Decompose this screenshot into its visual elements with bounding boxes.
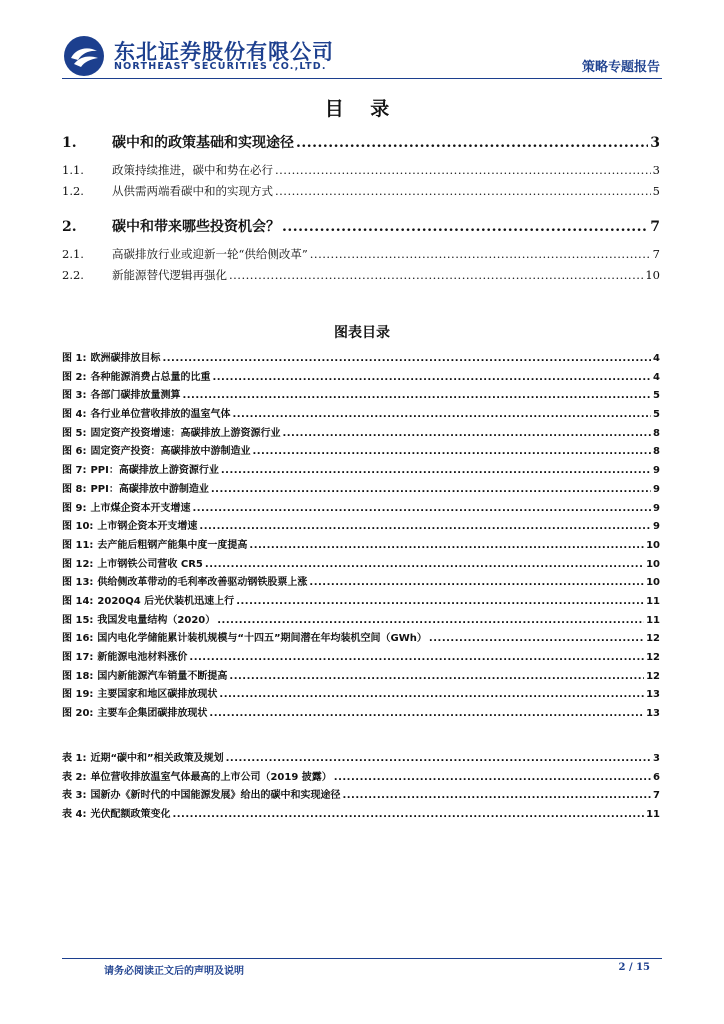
figure-label: 各部门碳排放量测算 (90, 390, 181, 402)
table-page: 11 (646, 809, 660, 821)
report-type-label: 策略专题报告 (581, 60, 660, 75)
dot-leader (429, 630, 644, 649)
figure-page: 12 (646, 670, 660, 682)
page-indicator: 2 / 15 (618, 962, 650, 973)
dot-leader (296, 126, 648, 160)
figure-number: 图 3: (62, 390, 87, 402)
toc-entry-page: 7 (652, 247, 660, 261)
toc-entry-number: 2.1. (62, 247, 84, 261)
figure-page: 9 (653, 483, 660, 495)
figure-entry[interactable] (62, 630, 660, 649)
table-entry[interactable] (62, 750, 660, 769)
toc-entry-label: 政策持续推进，碳中和势在必行 (112, 163, 273, 177)
dot-leader (182, 387, 651, 406)
figure-number: 图 13: (62, 577, 94, 589)
figure-number: 图 14: (62, 595, 94, 607)
figure-page: 13 (646, 708, 660, 720)
figure-number: 图 17: (62, 652, 94, 663)
figure-entry[interactable] (62, 462, 660, 481)
figure-label: 去产能后粗钢产能集中度一度提高 (97, 539, 248, 551)
figure-entry[interactable] (62, 593, 660, 612)
figures-list (62, 350, 660, 724)
figure-label: PPI：高碳排放上游资源行业 (90, 465, 219, 477)
figure-entry[interactable] (62, 443, 660, 462)
figure-page: 5 (653, 409, 660, 421)
figure-entry[interactable] (62, 705, 660, 724)
dot-leader (282, 425, 651, 444)
toc-entry-page: 3 (650, 135, 660, 151)
toc-entry-page: 3 (652, 163, 660, 177)
figure-page: 4 (653, 353, 660, 364)
figure-label: 2020Q4 后光伏装机迅速上行 (97, 595, 235, 607)
tables-list (62, 750, 660, 825)
figure-label: PPI：高碳排放中游制造业 (90, 483, 209, 495)
figure-page: 12 (646, 652, 660, 663)
table-number: 表 3: (62, 790, 87, 802)
figure-number: 图 11: (62, 539, 94, 551)
figure-entry[interactable] (62, 612, 660, 631)
dot-leader (342, 787, 651, 806)
table-page: 6 (653, 771, 660, 783)
figure-entry[interactable] (62, 500, 660, 519)
company-name-cn: 东北证券股份有限公司 (114, 40, 334, 64)
figure-entry[interactable] (62, 537, 660, 556)
table-entry[interactable] (62, 769, 660, 788)
figures-toc-title: 图表目录 (334, 325, 390, 341)
toc-entry-label: 高碳排放行业或迎新一轮“供给侧改革” (112, 247, 308, 261)
dot-leader (212, 369, 651, 388)
figure-label: 上市煤企资本开支增速 (90, 502, 191, 514)
toc-entry[interactable] (62, 244, 660, 265)
table-number: 表 2: (62, 771, 87, 783)
figure-page: 4 (653, 371, 660, 383)
figure-page: 10 (646, 539, 660, 551)
figure-entry[interactable] (62, 686, 660, 705)
dot-leader (192, 500, 651, 519)
figure-number: 图 6: (62, 446, 87, 458)
figure-number: 图 8: (62, 483, 87, 495)
toc-entry-page: 10 (645, 268, 660, 282)
dot-leader (275, 160, 651, 181)
toc-entry-label: 碳中和的政策基础和实现途径 (112, 135, 294, 151)
figure-number: 图 7: (62, 465, 87, 477)
table-number: 表 1: (62, 753, 87, 764)
dot-leader (252, 443, 651, 462)
dot-leader (199, 518, 651, 537)
table-label: 国新办《新时代的中国能源发展》给出的碳中和实现途径 (90, 790, 341, 802)
toc-entry-page: 7 (650, 219, 660, 235)
figure-entry[interactable] (62, 556, 660, 575)
figure-number: 图 5: (62, 427, 87, 439)
toc-entry-number: 1. (62, 135, 77, 151)
header-divider (62, 78, 662, 79)
toc-entry-number: 2. (62, 219, 77, 235)
dot-leader (229, 265, 643, 286)
figure-number: 图 15: (62, 614, 94, 626)
figure-page: 5 (653, 390, 660, 402)
toc-list (62, 126, 660, 286)
figure-page: 13 (646, 689, 660, 701)
table-page: 7 (653, 790, 660, 802)
table-label: 近期“碳中和”相关政策及规划 (90, 753, 224, 764)
dot-leader (189, 649, 644, 668)
figure-label: 上市钢铁公司营收 CR5 (97, 558, 203, 570)
dot-leader (219, 686, 644, 705)
dot-leader (275, 181, 651, 202)
figure-page: 8 (653, 446, 660, 458)
figure-entry[interactable] (62, 649, 660, 668)
dot-leader (205, 556, 644, 575)
toc-entry[interactable] (62, 181, 660, 202)
dot-leader (236, 593, 644, 612)
company-name-en: NORTHEAST SECURITIES CO.,LTD. (114, 61, 327, 72)
toc-entry[interactable] (62, 265, 660, 286)
table-page: 3 (653, 753, 660, 764)
figure-number: 图 20: (62, 708, 94, 720)
figure-entry[interactable] (62, 350, 660, 369)
figure-label: 主要车企集团碳排放现状 (97, 708, 208, 720)
dot-leader (209, 705, 644, 724)
table-label: 单位营收排放温室气体最高的上市公司（2019 披露） (90, 771, 332, 783)
figure-label: 欧洲碳排放目标 (90, 353, 161, 364)
figure-entry[interactable] (62, 369, 660, 388)
dot-leader (217, 612, 644, 631)
toc-entry-number: 2.2. (62, 268, 84, 282)
figure-page: 9 (653, 465, 660, 477)
figure-entry[interactable] (62, 518, 660, 537)
toc-entry-label: 新能源替代逻辑再强化 (112, 268, 227, 282)
dot-leader (162, 350, 651, 369)
figure-page: 11 (646, 595, 660, 607)
figure-number: 图 16: (62, 633, 94, 645)
figure-number: 图 4: (62, 409, 87, 421)
figure-label: 上市钢企资本开支增速 (97, 521, 198, 533)
toc-entry-number: 1.1. (62, 163, 84, 177)
disclaimer-note: 请务必阅读正文后的声明及说明 (104, 966, 244, 977)
figure-page: 9 (653, 502, 660, 514)
figure-number: 图 19: (62, 689, 94, 701)
dot-leader (229, 668, 644, 687)
toc-title: 目 录 (324, 98, 400, 120)
figure-entry[interactable] (62, 425, 660, 444)
figure-entry[interactable] (62, 406, 660, 425)
figure-label: 供给侧改革带动的毛利率改善驱动钢铁股票上涨 (97, 577, 308, 589)
dot-leader (334, 769, 651, 788)
figure-label: 我国发电量结构（2020） (97, 614, 216, 626)
toc-entry-page: 5 (652, 184, 660, 198)
table-entry[interactable] (62, 787, 660, 806)
figure-number: 图 18: (62, 670, 94, 682)
figure-page: 12 (646, 633, 660, 645)
dot-leader (309, 574, 644, 593)
figure-number: 图 2: (62, 371, 87, 383)
figure-label: 固定资产投资增速：高碳排放上游资源行业 (90, 427, 281, 439)
page-header (0, 0, 724, 80)
figure-entry[interactable] (62, 387, 660, 406)
figure-label: 国内电化学储能累计装机规模与“十四五”期间潜在年均装机空间（GWh） (97, 633, 427, 645)
northeast-securities-logo-icon (62, 34, 106, 78)
figure-number: 图 10: (62, 521, 94, 533)
dot-leader (226, 750, 651, 769)
toc-entry-label: 碳中和带来哪些投资机会？ (112, 219, 280, 235)
figure-label: 国内新能源汽车销量不断提高 (97, 670, 228, 682)
figure-entry[interactable] (62, 481, 660, 500)
dot-leader (172, 806, 644, 825)
dot-leader (310, 244, 651, 265)
figure-number: 图 9: (62, 502, 87, 514)
dot-leader (249, 537, 644, 556)
figure-page: 8 (653, 427, 660, 439)
figure-page: 10 (646, 577, 660, 589)
figure-number: 图 12: (62, 558, 94, 570)
toc-entry-label: 从供需两端看碳中和的实现方式 (112, 184, 273, 198)
table-label: 光伏配额政策变化 (90, 809, 171, 821)
dot-leader (232, 406, 651, 425)
footer-divider (62, 958, 662, 959)
toc-entry[interactable] (62, 210, 660, 244)
figure-label: 各种能源消费占总量的比重 (90, 371, 211, 383)
figure-page: 9 (653, 521, 660, 533)
dot-leader (221, 462, 651, 481)
figure-page: 10 (646, 558, 660, 570)
figure-entry[interactable] (62, 668, 660, 687)
figure-number: 图 1: (62, 353, 87, 364)
figure-label: 主要国家和地区碳排放现状 (97, 689, 218, 701)
dot-leader (211, 481, 651, 500)
dot-leader (282, 210, 648, 244)
toc-entry-number: 1.2. (62, 184, 84, 198)
figure-entry[interactable] (62, 574, 660, 593)
toc-entry[interactable] (62, 160, 660, 181)
table-number: 表 4: (62, 809, 87, 821)
figure-label: 各行业单位营收排放的温室气体 (90, 409, 231, 421)
table-entry[interactable] (62, 806, 660, 825)
figure-page: 11 (646, 614, 660, 626)
figure-label: 固定资产投资：高碳排放中游制造业 (90, 446, 251, 458)
figure-label: 新能源电池材料涨价 (97, 652, 188, 663)
toc-entry[interactable] (62, 126, 660, 160)
